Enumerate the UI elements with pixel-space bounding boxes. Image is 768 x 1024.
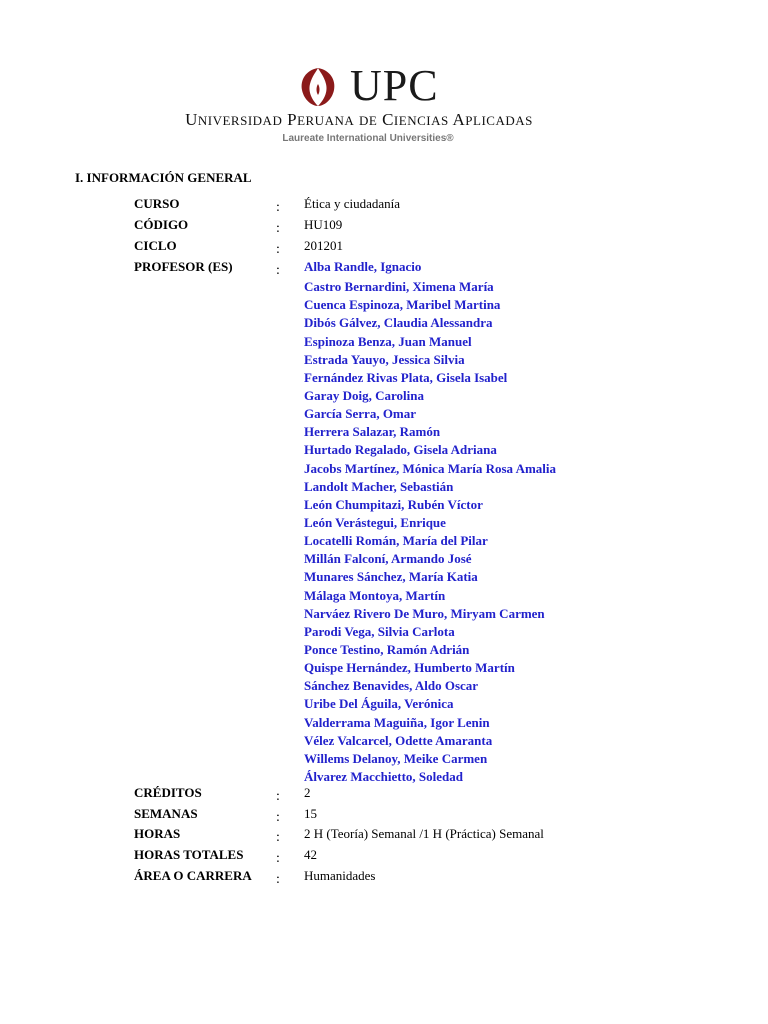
professor-name: Landolt Macher, Sebastián [304,478,454,494]
professor-name: Locatelli Román, María del Pilar [304,533,488,549]
section-title: I. INFORMACIÓN GENERAL [75,170,252,185]
row-creditos [0,784,768,802]
professor-name: Uribe Del Águila, Verónica [304,696,454,712]
professor-name: Jacobs Martínez, Mónica María Rosa Amalia [304,460,557,476]
row-area [0,867,768,885]
professor-name: Vélez Valcarcel, Odette Amaranta [304,732,493,748]
upc-flame-icon [296,64,340,108]
professor-name: Willems Delanoy, Meike Carmen [304,750,488,766]
field-label: HORAS TOTALES [134,847,244,862]
row-ciclo [0,237,768,255]
field-value: HU109 [304,217,343,232]
field-label: CÓDIGO [134,217,189,232]
field-value: 42 [304,847,317,862]
professor-name: Parodi Vega, Silvia Carlota [304,623,455,639]
field-colon: : [276,263,280,278]
professor-name: Sánchez Benavides, Aldo Oscar [304,678,479,694]
field-label: CURSO [134,196,180,211]
field-value: 15 [304,806,317,821]
field-colon: : [276,830,280,845]
field-colon: : [276,242,280,257]
row-semanas [0,805,768,823]
row-curso [0,195,768,213]
field-colon: : [276,810,280,825]
upc-logo [296,61,439,110]
field-label: PROFESOR (ES) [134,259,233,274]
professor-name: León Verástegui, Enrique [304,514,446,530]
professor-name: Castro Bernardini, Ximena María [304,279,494,295]
professor-name: Garay Doig, Carolina [304,387,425,403]
field-colon: : [276,221,280,236]
professor-list [304,258,556,786]
row-horas [0,825,768,843]
field-label: ÁREA O CARRERA [134,868,252,883]
professor-name: Munares Sánchez, María Katia [304,569,478,585]
professor-name: García Serra, Omar [304,406,417,422]
field-label: SEMANAS [134,806,198,821]
field-colon: : [276,789,280,804]
field-colon: : [276,200,280,215]
professor-name: Valderrama Maguiña, Igor Lenin [304,714,490,730]
row-horas-totales [0,846,768,864]
professor-name: Ponce Testino, Ramón Adrián [304,641,470,657]
field-value: Ética y ciudadanía [304,196,401,211]
professor-name: León Chumpitazi, Rubén Víctor [304,496,483,512]
laureate-network: Laureate International Universities® [282,133,454,144]
field-value: 201201 [304,238,343,253]
professor-name: Millán Falconí, Armando José [304,551,472,567]
professor-name: Hurtado Regalado, Gisela Adriana [304,442,497,458]
professor-name: Quispe Hernández, Humberto Martín [304,660,515,676]
field-value: Humanidades [304,868,376,883]
professor-name: Fernández Rivas Plata, Gisela Isabel [304,369,508,385]
field-value: 2 [304,785,311,800]
logo-text: UPC [350,61,439,110]
professor-name: Herrera Salazar, Ramón [304,424,441,440]
professor-name: Alba Randle, Ignacio [304,259,422,274]
row-codigo [0,216,768,234]
field-label: CICLO [134,238,177,253]
field-colon: : [276,872,280,887]
field-colon: : [276,851,280,866]
professor-name: Narváez Rivero De Muro, Miryam Carmen [304,605,545,621]
field-label: CRÉDITOS [134,785,202,800]
professor-name: Cuenca Espinoza, Maribel Martina [304,297,501,313]
professor-name: Estrada Yauyo, Jessica Silvia [304,351,465,367]
professor-name: Álvarez Macchietto, Soledad [304,768,463,784]
university-name: UNIVERSIDAD PERUANA DE CIENCIAS APLICADAS [185,110,533,129]
professor-name: Dibós Gálvez, Claudia Alessandra [304,315,493,331]
professor-name: Espinoza Benza, Juan Manuel [304,333,472,349]
field-value: 2 H (Teoría) Semanal /1 H (Práctica) Semanal [304,826,544,841]
professor-name: Málaga Montoya, Martín [304,587,446,603]
field-label: HORAS [134,826,181,841]
